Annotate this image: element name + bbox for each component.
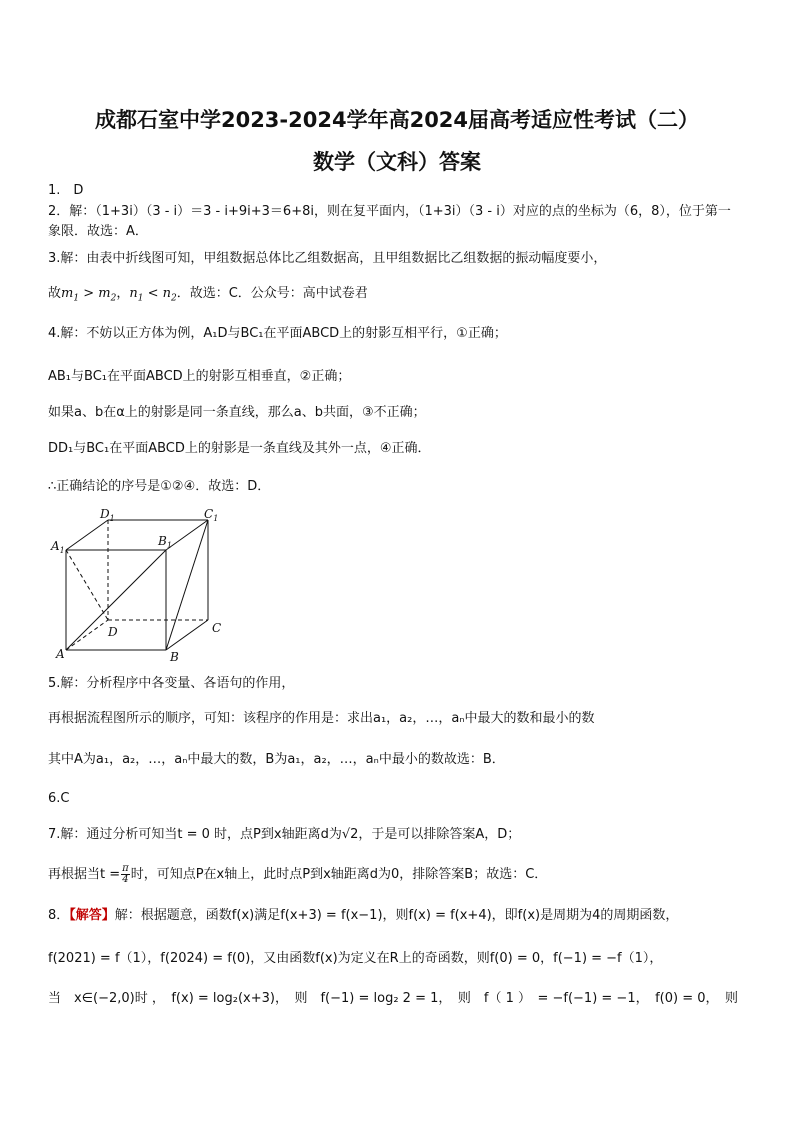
answer-8-text: 解：根据题意，函数f(x)满足f(x+3) = f(x−1)，则f(x) = f(x+4)，即f(x)是周期为4的周期函数，	[114, 908, 679, 923]
label-a: A	[56, 647, 65, 661]
answer-4-line4: DD₁与BC₁在平面ABCD上的射影是一条直线及其外一点，④正确．	[48, 441, 431, 456]
cube-figure	[48, 505, 238, 665]
answer-4-line5: ∴正确结论的序号是①②④．故选：D．	[48, 479, 271, 494]
edge-b-c	[166, 620, 208, 650]
answer-3-line2: 故$m_1 > m_2$，$n_1 < n_2$．故选：C．公众号：高中试卷君	[48, 286, 368, 304]
label-c: C	[212, 621, 222, 635]
answer-3-prefix: 故	[48, 286, 62, 301]
answer-2-line2: 象限．故选：A．	[48, 224, 148, 239]
answer-8-line2: f(2021) = f（1），f(2024) = f(0)，又由函数f(x)为定义在R上的奇函数，则f(0) = 0，f(−1) = −f（1），	[48, 951, 663, 966]
diag-b-c1	[166, 520, 208, 650]
relation-gt: >	[79, 286, 99, 301]
hidden-a1-d	[66, 550, 108, 620]
math-m1: $m_1$	[61, 286, 80, 304]
answer-1: 1. D	[48, 183, 84, 198]
answer-5-line2: 再根据流程图所示的顺序，可知：该程序的作用是：求出a₁，a₂，…，aₙ中最大的数和最小的数	[48, 711, 595, 726]
answer-4-line3: 如果a、b在α上的射影是同一条直线，那么a、b共面，③不正确；	[48, 405, 426, 420]
answer-4-line2: AB₁与BC₁在平面ABCD上的射影互相垂直，②正确；	[48, 369, 351, 384]
math-m2: $m_2$	[98, 286, 117, 304]
answer-6: 6.C	[48, 791, 70, 806]
edge-b1-c1	[166, 520, 208, 550]
answer-7-line1: 7.解：通过分析可知当t = 0 时，点P到x轴距离d为√2，于是可以排除答案A，D；	[48, 827, 521, 842]
answer-7-suffix: 时，可知点P在x轴上，此时点P到x轴距离d为0，排除答案B；故选：C．	[130, 867, 548, 882]
answer-8-line1	[48, 907, 678, 925]
label-d: D	[108, 625, 118, 639]
label-b1: $B_1$	[158, 534, 172, 550]
hidden-a-d	[66, 620, 108, 650]
answer-8-line3: 当 x∈(−2,0)时 ， f(x) = log₂(x+3)， 则 f(−1) = log₂ 2 = 1， 则 f（ 1 ） = −f(−1) = −1， f(0) = 0， 则	[48, 991, 739, 1006]
answer-3-line1: 3.解：由表中折线图可知，甲组数据总体比乙组数据高，且甲组数据比乙组数据的振动幅度要小，	[48, 251, 607, 266]
document-subtitle: 数学（文科）答案	[313, 150, 481, 174]
answer-8-number: 8．	[48, 908, 70, 923]
answer-2-line1: 2．解：（1+3i）（3 - i）＝3 - i+9i+3＝6+8i，则在复平面内，（1+3i）（3 - i）对应的点的坐标为（6，8），位于第一	[48, 204, 731, 219]
label-b: B	[170, 650, 179, 664]
relation-lt: <	[143, 286, 163, 301]
math-n1: $n_1$	[129, 286, 144, 304]
answer-5-line1: 5.解：分析程序中各变量、各语句的作用，	[48, 676, 295, 691]
answer-7-line2	[48, 864, 547, 885]
answer-7-prefix: 再根据当t =	[48, 867, 121, 882]
answer-5-line3: 其中A为a₁，a₂，…，aₙ中最大的数，B为a₁，a₂，…，aₙ中最小的数故选：B．	[48, 752, 505, 767]
label-c1: $C_1$	[204, 507, 219, 523]
answer-8-tag: 【解答】	[69, 908, 115, 923]
fraction-pi-over-4: $\frac{\pi}{4}$	[122, 863, 129, 885]
math-n2: $n_2$	[162, 286, 177, 304]
document-title: 成都石室中学2023-2024学年高2024届高考适应性考试（二）	[94, 108, 700, 132]
label-d1: $D_1$	[100, 507, 115, 523]
label-a1: $A_1$	[51, 539, 65, 555]
answer-4-line1: 4.解：不妨以正方体为例，A₁D与BC₁在平面ABCD上的射影互相平行，①正确；	[48, 326, 507, 341]
answer-3-suffix: ．故选：C．公众号：高中试卷君	[176, 286, 368, 301]
edge-a1-d1	[66, 520, 108, 550]
